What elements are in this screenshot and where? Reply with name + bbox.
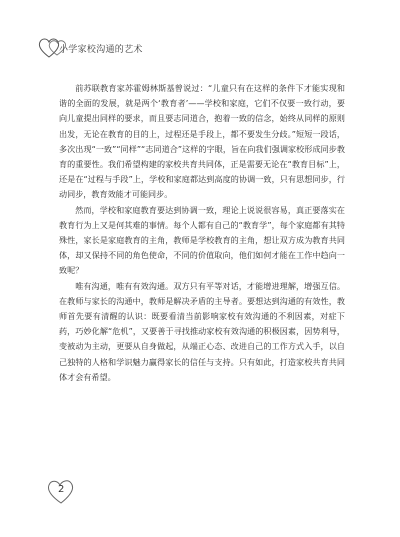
- header-title: 小学家校沟通的艺术: [59, 45, 143, 55]
- paragraph: 然而，学校和家庭教育要达到协调一致，理论上说说很容易，真正要落实在教育行为上又是何其难的事情。每个人都有自己的“教育学”，每个家庭都有其特殊性，家长是家庭教育的主角，教师是学校教育的主角，想让双方成为教育共同体，却又保持不同的角色使命，不同的价值取向，他们如何才能在工作中趋向一致呢？: [59, 204, 345, 276]
- paragraph: 前苏联教育家苏霍姆林斯基曾说过：“儿童只有在这样的条件下才能实现和谐的全面的发展，就是两个‘教育者’——学校和家庭，它们不仅要一致行动，要向儿童提出同样的要求，而且要志同道合，抱着一致的信念，始终从同样的原则出发，无论在教育的目的上，过程还是手段上，都不要发生分歧。”短短一段话，多次出现“一致”“同样”“志同道合”这样的字眼，旨在向我们强调家校形成同步教育的重要性。我们希望构建的家校共育共同体，正是需要无论在“教育目标”上，还是在“过程与手段”上，学校和家庭都达到高度的协调一致，只有思想同步，行动同步，教育效能才可能同步。: [59, 83, 345, 200]
- body-text: [59, 81, 345, 385]
- page-number: 2: [58, 484, 65, 495]
- paragraph: 唯有沟通，唯有有效沟通。双方只有平等对话，才能增进理解，增强互信。在教师与家长的沟通中，教师是解决矛盾的主导者。要想达到沟通的有效性，教师首先要有清醒的认识：既要看清当前影响家校有效沟通的不利因素，对症下药，巧妙化解“危机”，又要善于寻找推动家校有效沟通的积极因素，因势利导，变被动为主动，更要从自身做起，从端正心态、改进自己的工作方式入手，以自己独特的人格和学识魅力赢得家长的信任与支持。只有如此，打造家校共育共同体才会有希望。: [59, 280, 345, 382]
- running-header: [38, 36, 178, 60]
- page-number-badge: [46, 476, 76, 506]
